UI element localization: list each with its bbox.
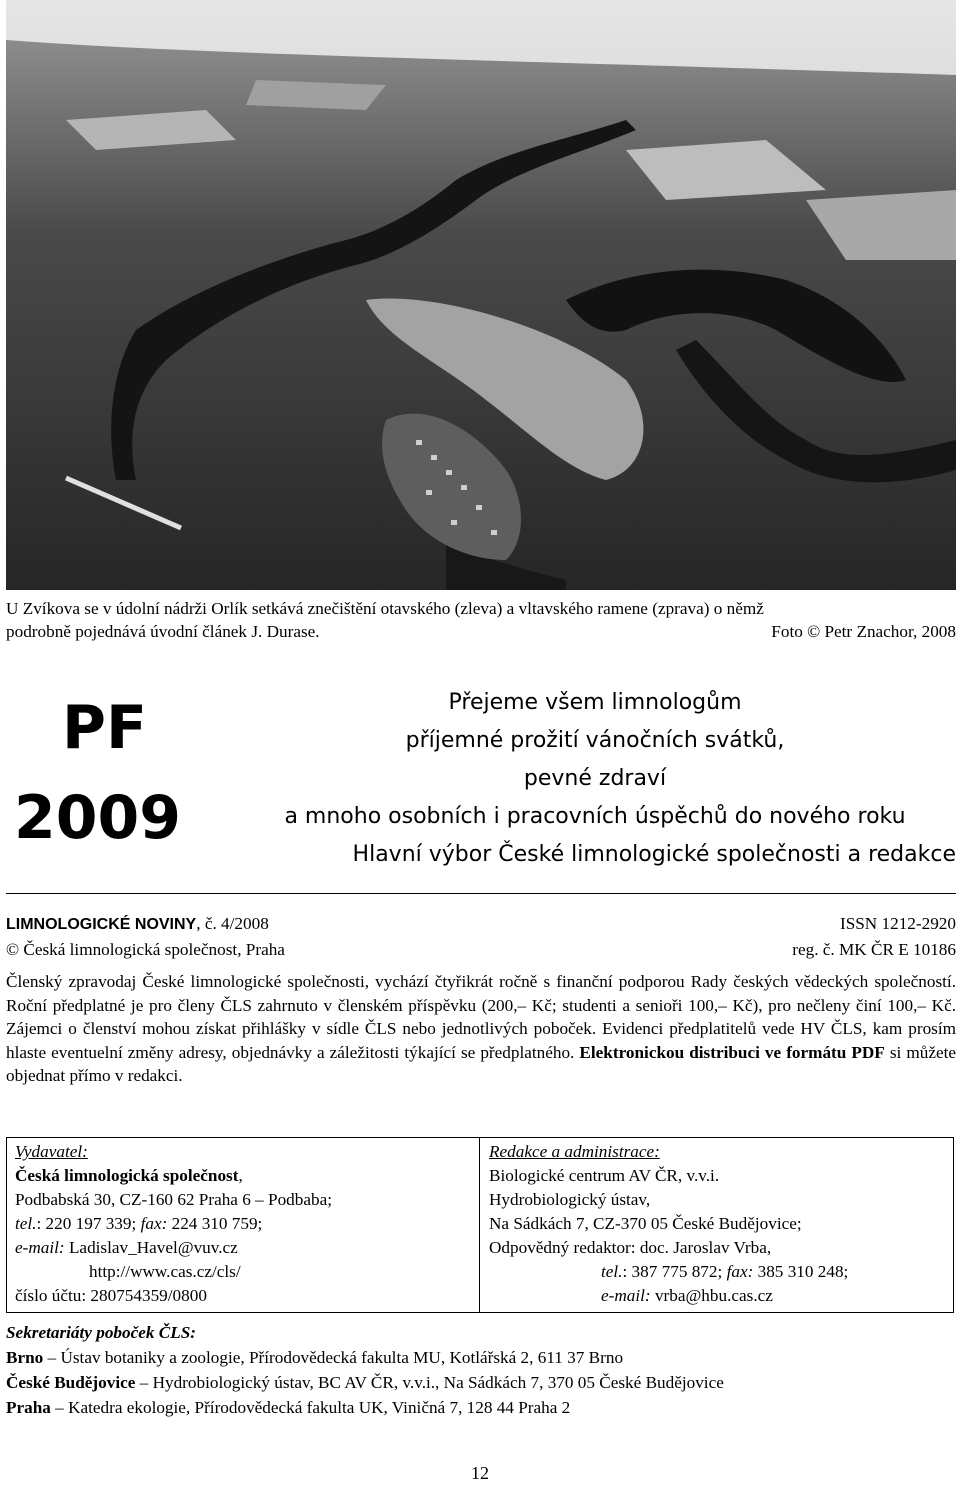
tel-label: tel. bbox=[601, 1262, 623, 1281]
pf-year: 2009 bbox=[14, 783, 181, 853]
description-text: Členský zpravodaj České limnologické společnosti, vychází čtyřikrát ročně s finanční podporou Rady českých vědeckých společností. Roční předplatné je pro členy ČLS zahrnuto v členském příspěvku (200,– Kč; studenti a senioři 100,– Kč), pro nečleny činí 100,– Kč. Zájemci o členství mohou získat přihlášky v sídle ČLS nebo jednotlivých poboček. Evidenci předplatitelů vede HV ČLS, kam prosím hlaste eventuelní změny adresy, objednávky a záležitosti týkající se předplatného. bbox=[6, 972, 956, 1062]
email-label: e-mail: bbox=[601, 1286, 651, 1305]
branch-city: České Budějovice bbox=[6, 1373, 136, 1392]
masthead bbox=[6, 911, 956, 962]
description-tail: si můžete objednat přímo v redakci. bbox=[6, 1042, 957, 1086]
branch-address: – Katedra ekologie, Přírodovědecká fakulta UK, Viničná 7, 128 44 Praha 2 bbox=[50, 1398, 571, 1417]
copyright: © Česká limnologická společnost, Praha bbox=[6, 940, 285, 959]
photo-caption bbox=[6, 597, 956, 643]
fax-label: fax: bbox=[726, 1262, 754, 1281]
email-label: e-mail: bbox=[15, 1238, 65, 1257]
greeting-line: pevné zdraví bbox=[523, 766, 667, 791]
issn: ISSN 1212-2920 bbox=[839, 914, 956, 933]
issue-number: , č. 4/2008 bbox=[196, 914, 269, 933]
publisher-heading: Vydavatel: bbox=[15, 1142, 88, 1161]
editorial-line: Na Sádkách 7, CZ-370 05 České Budějovice; bbox=[489, 1214, 802, 1233]
divider bbox=[6, 893, 956, 894]
publisher-email-link[interactable]: Ladislav_Havel@vuv.cz bbox=[64, 1238, 238, 1257]
editorial-line: Hydrobiologický ústav, bbox=[489, 1190, 651, 1209]
caption-line-1: U Zvíkova se v údolní nádrži Orlík setkává znečištění otavského (zleva) a vltavského ramene (zprava) o němž bbox=[6, 599, 764, 618]
contact-box bbox=[6, 1137, 954, 1313]
greeting-signature: Hlavní výbor České limnologické společnosti a redakce bbox=[352, 842, 956, 867]
editorial-line: Biologické centrum AV ČR, v.v.i. bbox=[489, 1166, 720, 1185]
newsletter-title: LIMNOLOGICKÉ NOVINY bbox=[6, 916, 197, 933]
publisher-column bbox=[15, 1140, 475, 1308]
tel-label: tel. bbox=[15, 1214, 37, 1233]
publisher-name: Česká limnologická společnost bbox=[15, 1166, 239, 1185]
editorial-column bbox=[489, 1140, 949, 1308]
branches-heading: Sekretariáty poboček ČLS: bbox=[6, 1323, 196, 1342]
branch-item bbox=[6, 1395, 956, 1420]
publisher-fax: 224 310 759; bbox=[167, 1214, 263, 1233]
publisher-name-tail: , bbox=[238, 1166, 243, 1185]
aerial-reservoir-photo bbox=[6, 0, 956, 590]
branch-city: Brno bbox=[6, 1348, 44, 1367]
fax-label: fax: bbox=[140, 1214, 168, 1233]
page-number: 12 bbox=[471, 1463, 489, 1483]
branch-item bbox=[6, 1370, 956, 1395]
editor-phone: : 387 775 872; bbox=[622, 1262, 727, 1281]
branch-address: – Hydrobiologický ústav, BC AV ČR, v.v.i., Na Sádkách 7, 370 05 České Budějovice bbox=[135, 1373, 724, 1392]
branch-secretariats bbox=[6, 1320, 956, 1420]
bank-account: číslo účtu: 280754359/0800 bbox=[15, 1286, 207, 1305]
column-divider bbox=[479, 1138, 480, 1312]
caption-line-2: podrobně pojednává úvodní článek J. Durase. bbox=[6, 622, 320, 641]
editor-fax: 385 310 248; bbox=[753, 1262, 849, 1281]
pf-label: PF bbox=[62, 693, 147, 763]
publisher-address: Podbabská 30, CZ-160 62 Praha 6 – Podbaba; bbox=[15, 1190, 332, 1209]
editor-name: Odpovědný redaktor: doc. Jaroslav Vrba, bbox=[489, 1238, 772, 1257]
registration-number: reg. č. MK ČR E 10186 bbox=[792, 940, 956, 959]
pdf-distribution-text: Elektronickou distribuci ve formátu PDF bbox=[579, 1042, 885, 1062]
branch-address: – Ústav botaniky a zoologie, Přírodovědecká fakulta MU, Kotlářská 2, 611 37 Brno bbox=[43, 1348, 624, 1367]
editorial-heading: Redakce a administrace: bbox=[489, 1142, 660, 1161]
branch-city: Praha bbox=[6, 1398, 51, 1417]
editor-email-link[interactable]: vrba@hbu.cas.cz bbox=[650, 1286, 773, 1305]
greeting-line: příjemné prožití vánočních svátků, bbox=[405, 728, 785, 753]
greeting-line: Přejeme všem limnologům bbox=[448, 690, 742, 715]
publisher-web-link[interactable]: http://www.cas.cz/cls/ bbox=[89, 1262, 241, 1281]
newsletter-description bbox=[6, 970, 956, 1088]
season-greetings bbox=[230, 684, 960, 874]
photo-credit: Foto © Petr Znachor, 2008 bbox=[771, 622, 956, 641]
publisher-phone: : 220 197 339; bbox=[36, 1214, 141, 1233]
greeting-line: a mnoho osobních i pracovních úspěchů do nového roku bbox=[284, 804, 906, 829]
branch-item bbox=[6, 1345, 956, 1370]
